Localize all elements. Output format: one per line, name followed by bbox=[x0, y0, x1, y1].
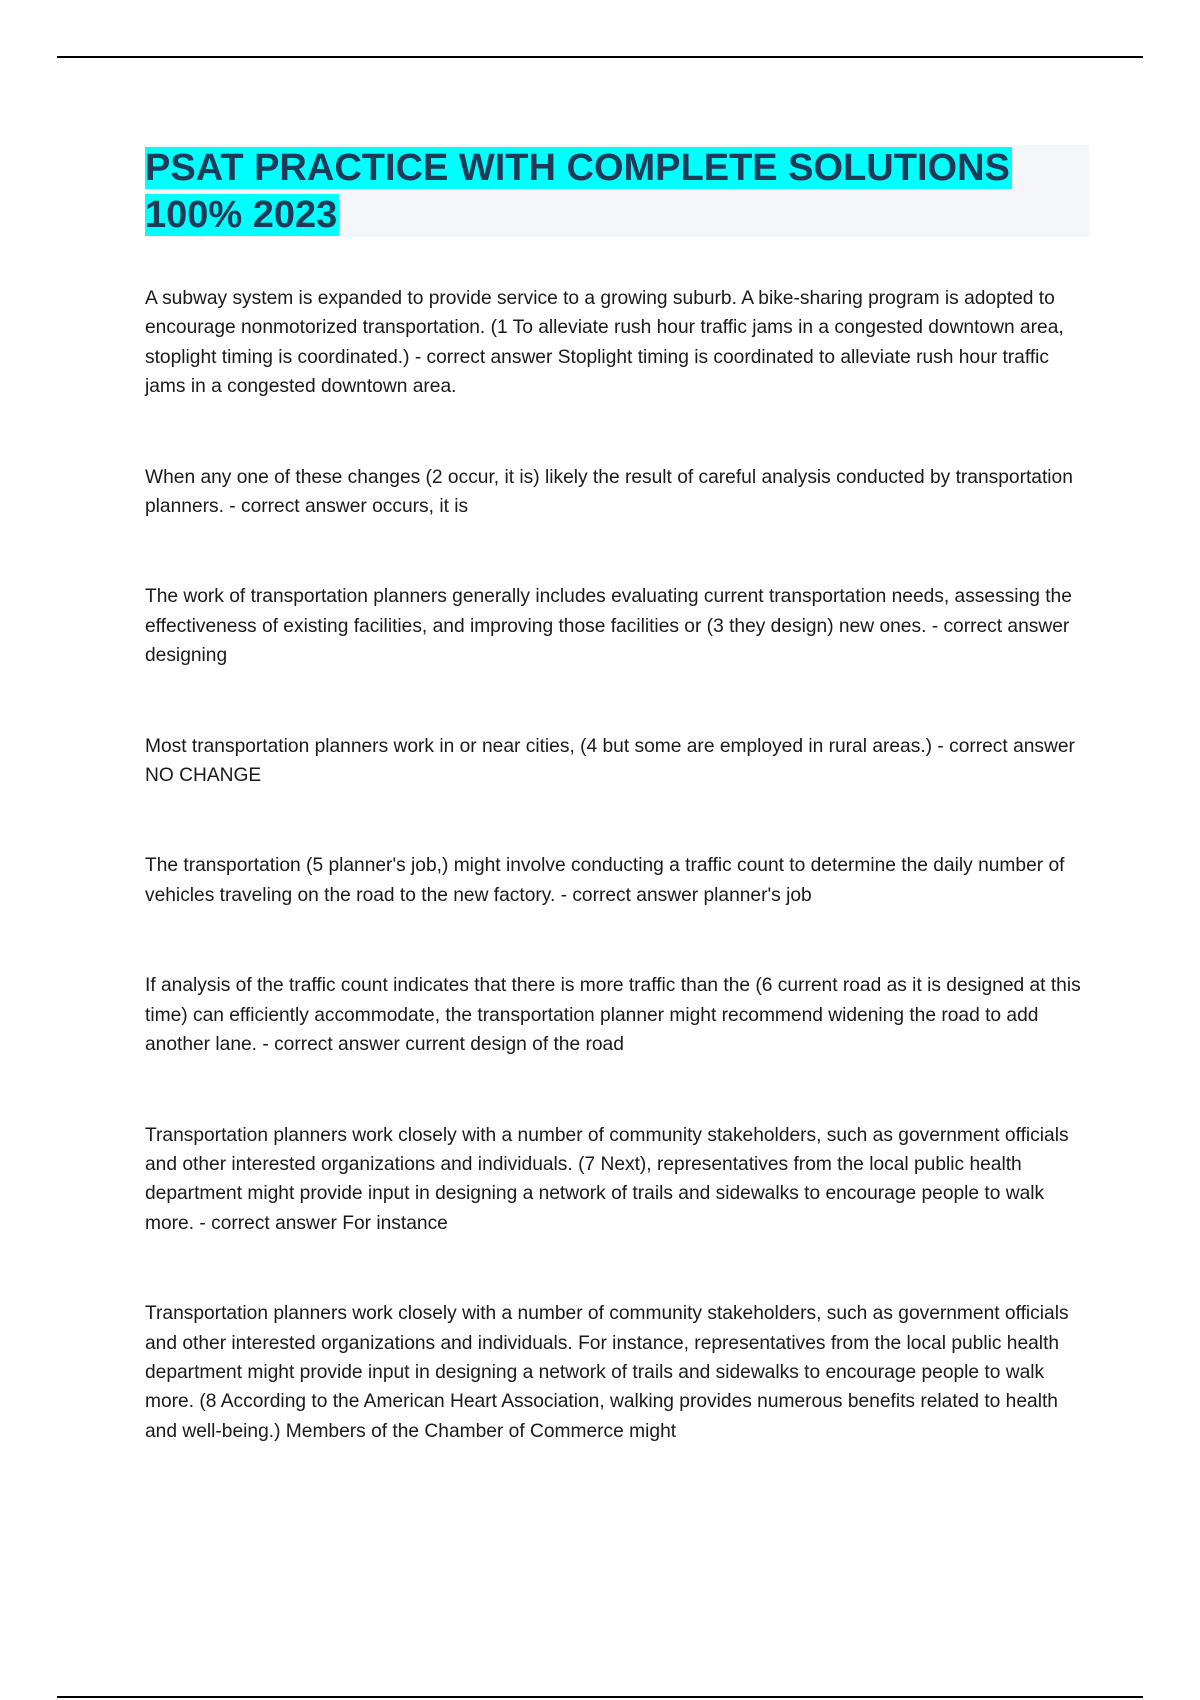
qa-item-5: The transportation (5 planner's job,) might involve conducting a traffic count to determine the daily number of vehicles traveling on the road to the new factory. - correct answer planner's job bbox=[145, 855, 1065, 906]
document-body bbox=[145, 284, 1090, 1507]
qa-item-1: A subway system is expanded to provide service to a growing suburb. A bike-sharing program is adopted to encourage nonmotorized transportation. (1 To alleviate rush hour traffic jams in a congested downtown area, stoplight timing is coordinated.) - correct answer Stoplight timing is coordinated to alleviate rush hour traffic jams in a congested downtown area. bbox=[145, 288, 1064, 398]
qa-item-8: Transportation planners work closely with a number of community stakeholders, such as government officials and other interested organizations and individuals. For instance, representatives from the local public health department might provide input in designing a network of trails and sidewalks to encourage people to walk more. (8 According to the American Heart Association, walking provides numerous benefits related to health and well-being.) Members of the Chamber of Commerce might bbox=[145, 1303, 1069, 1442]
qa-item-4: Most transportation planners work in or near cities, (4 but some are employed in rural areas.) - correct answer NO CHANGE bbox=[145, 735, 1075, 787]
title-line-1: PSAT PRACTICE WITH COMPLETE SOLUTIONS bbox=[145, 147, 1010, 189]
qa-item-2: When any one of these changes (2 occur, it is) likely the result of careful analysis conducted by transportation planners. - correct answer occurs, it is bbox=[145, 466, 1073, 518]
qa-item-6: If analysis of the traffic count indicates that there is more traffic than the (6 current road as it is designed at this time) can efficiently accommodate, the transportation planner might recommend widening the road to add another lane. - correct answer current design of the road bbox=[145, 975, 1081, 1056]
qa-item-3: The work of transportation planners generally includes evaluating current transportation needs, assessing the effectiveness of existing facilities, and improving those facilities or (3 they design) new ones. - correct answer designing bbox=[145, 586, 1072, 667]
footer-rule bbox=[57, 1696, 1143, 1698]
title-block bbox=[145, 145, 1089, 237]
document-title bbox=[145, 145, 1089, 239]
title-line-2: 100% 2023 bbox=[145, 194, 338, 236]
qa-item-7: Transportation planners work closely with a number of community stakeholders, such as government officials and other interested organizations and individuals. (7 Next), representatives from the local public health department might provide input in designing a network of trails and sidewalks to encourage people to walk more. - correct answer For instance bbox=[145, 1124, 1069, 1234]
header-rule bbox=[57, 56, 1143, 58]
